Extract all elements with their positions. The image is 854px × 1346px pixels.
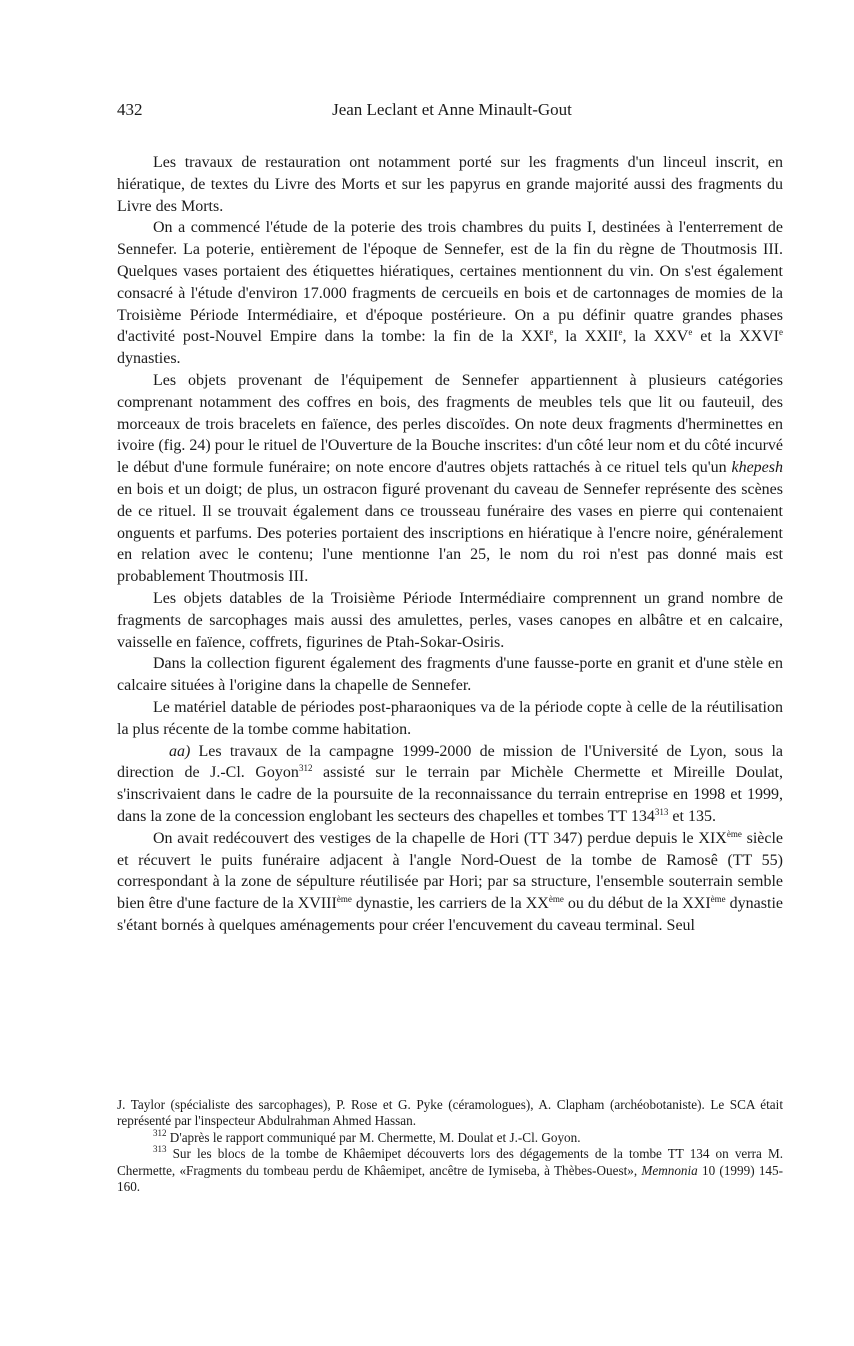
paragraph-text: dynastie s'étant bornés à quelques aménagements pour créer l'encuvement du caveau terminal. Seul <box>117 895 784 934</box>
superscript: e <box>618 327 623 338</box>
paragraph-text: Les objets provenant de l'équipement de Sennefer appartiennent à plusieurs catégories comprenant notamment des coffres en bois, des fragments de meubles tels que lit ou fauteuil, des morceaux de trois bracelets en faïence, des perles discoïdes. On note deux fragments d'herminettes en ivoire (fig. 24) pour le rituel de l'Ouverture de la Bouche inscrites: d'un côté leur nom et du côté incurvé le début d'une formule funéraire; on note encore d'autres objets rattachés à ce rituel tels qu'un <box>117 371 783 477</box>
page-header <box>117 100 787 124</box>
superscript: e <box>688 327 693 338</box>
superscript: ème <box>710 894 726 905</box>
paragraph-text: siècle et récuvert le puits funéraire adjacent à l'angle Nord-Ouest de la tombe de Ramosê (TT 55) correspondant à la zone de sépulture réutilisée par Hori; par sa structure, l'ensemble souterrain semble bien être d'une facture de la XVIII <box>117 829 784 913</box>
superscript: e <box>779 327 784 338</box>
superscript: ème <box>726 828 742 839</box>
paragraph-collection <box>117 653 783 697</box>
paragraph-text: dynasties. <box>117 350 181 368</box>
paragraph-text: On a commencé l'étude de la poterie des trois chambres du puits I, destinées à l'enterrement de Sennefer. La poterie, entièrement de l'époque de Sennefer, est de la fin du règne de Thoutmosis III. Quelques vases portaient des étiquettes hiératiques, certaines mentionnent du vin. On s'est également consacré à l'étude d'environ 17.000 fragments de cercueils en bois et de cartonnages de momies de la Troisième Période Intermédiaire, et d'époque postérieure. On a pu définir quatre grandes phases d'activité post-Nouvel Empire dans la tombe: la fin de la XXI <box>117 219 783 346</box>
footnote-text: J. Taylor (spécialiste des sarcophages), P. Rose et G. Pyke (céramologues), A. Clapham (archéobotaniste). Le SCA était représenté par l'inspecteur Abdulrahman Ahmed Hassan. <box>117 1097 783 1129</box>
main-text <box>117 152 783 937</box>
paragraph-pottery <box>117 217 783 370</box>
paragraph-hori-chapel <box>117 828 783 937</box>
paragraph-text: , la XXV <box>622 328 689 346</box>
paragraph-text: dynastie, les carriers de la XX <box>351 895 549 913</box>
page-number: 432 <box>117 100 143 119</box>
paragraph-post-pharaonic <box>117 697 783 741</box>
journal-title: Memnonia <box>641 1162 698 1178</box>
paragraph-text: Dans la collection figurent également des fragments d'une fausse-porte en granit et d'une stèle en calcaire situées à l'origine dans la chapelle de Sennefer. <box>117 655 783 695</box>
footnote-313 <box>117 1146 783 1195</box>
paragraph-text: Les travaux de restauration ont notamment porté sur les fragments d'un linceul inscrit, en hiératique, de textes du Livre des Morts et sur les papyrus en grande majorité aussi des fragments du Livre des Morts. <box>117 154 783 215</box>
footnote-number: 312 <box>153 1127 167 1138</box>
footnotes <box>117 1097 783 1195</box>
footnote-ref: 312 <box>298 763 313 774</box>
paragraph-text: ou du début de la XXI <box>563 895 711 913</box>
paragraph-lyon-mission <box>117 741 783 828</box>
superscript: e <box>549 327 554 338</box>
paragraph-text: et 135. <box>668 807 716 825</box>
footnote-text: D'après le rapport communiqué par M. Chermette, M. Doulat et J.-Cl. Goyon. <box>166 1129 581 1145</box>
superscript: ème <box>336 894 352 905</box>
footnote-continuation <box>117 1097 783 1130</box>
paragraph-text: et la XXVI <box>692 328 780 346</box>
footnote-ref: 313 <box>654 806 669 817</box>
footnote-text: Sur les blocs de la tombe de Khâemipet découverts lors des dégagements de la tombe TT 134 on verra M. Chermette, «Fragments du tombeau perdu de Khâemipet, ancêtre de Iymiseba, à Thèbes-Ouest», <box>117 1146 783 1178</box>
footnote-number: 313 <box>153 1144 167 1155</box>
paragraph-restoration <box>117 152 783 217</box>
paragraph-text: Les objets datables de la Troisième Période Intermédiaire comprennent un grand nombre de fragments de sarcophages mais aussi des amulettes, perles, vases canopes en albâtre et en calcaire, vaisselle en faïence, coffrets, figurines de Ptah-Sokar-Osiris. <box>117 589 783 651</box>
paragraph-text: Les travaux de la campagne 1999-2000 de mission de l'Université de Lyon, sous la direction de J.-Cl. Goyon <box>117 742 783 782</box>
superscript: ème <box>548 894 564 905</box>
paragraph-text: On avait redécouvert des vestiges de la chapelle de Hori (TT 347) perdue depuis le XIX <box>153 829 727 847</box>
paragraph-objects-sennefer <box>117 370 783 588</box>
running-title: Jean Leclant et Anne Minault-Gout <box>332 100 572 119</box>
paragraph-text: en bois et un doigt; de plus, un ostracon figuré provenant du caveau de Sennefer représente des scènes de ce rituel. Il se trouvait également dans ce trousseau funéraire des vases en pierre qui contenaient onguents et parfums. Des poteries portaient des inscriptions en hiératique à l'encre noire, généralement en relation avec le contenu; l'une mentionne l'an 25, le nom du roi n'est pas donné mais est probablement Thoutmosis III. <box>117 480 783 586</box>
paragraph-text: , la XXII <box>553 328 619 346</box>
paragraph-third-period <box>117 588 783 653</box>
footnote-312 <box>117 1127 783 1146</box>
italic-term: khepesh <box>731 459 783 477</box>
footnote-text: 10 (1999) 145-160. <box>117 1162 783 1195</box>
paragraph-text: assisté sur le terrain par Michèle Chermette et Mireille Doulat, s'inscrivaient dans le cadre de la poursuite de la reconnaissance du terrain entreprise en 1998 et 1999, dans la zone de la concession englobant les secteurs des chapelles et tombes TT 134 <box>117 764 783 825</box>
section-label: aa) <box>169 742 191 760</box>
paragraph-text: Le matériel datable de périodes post-pharaoniques va de la période copte à celle de la réutilisation la plus récente de la tombe comme habitation. <box>117 698 783 738</box>
